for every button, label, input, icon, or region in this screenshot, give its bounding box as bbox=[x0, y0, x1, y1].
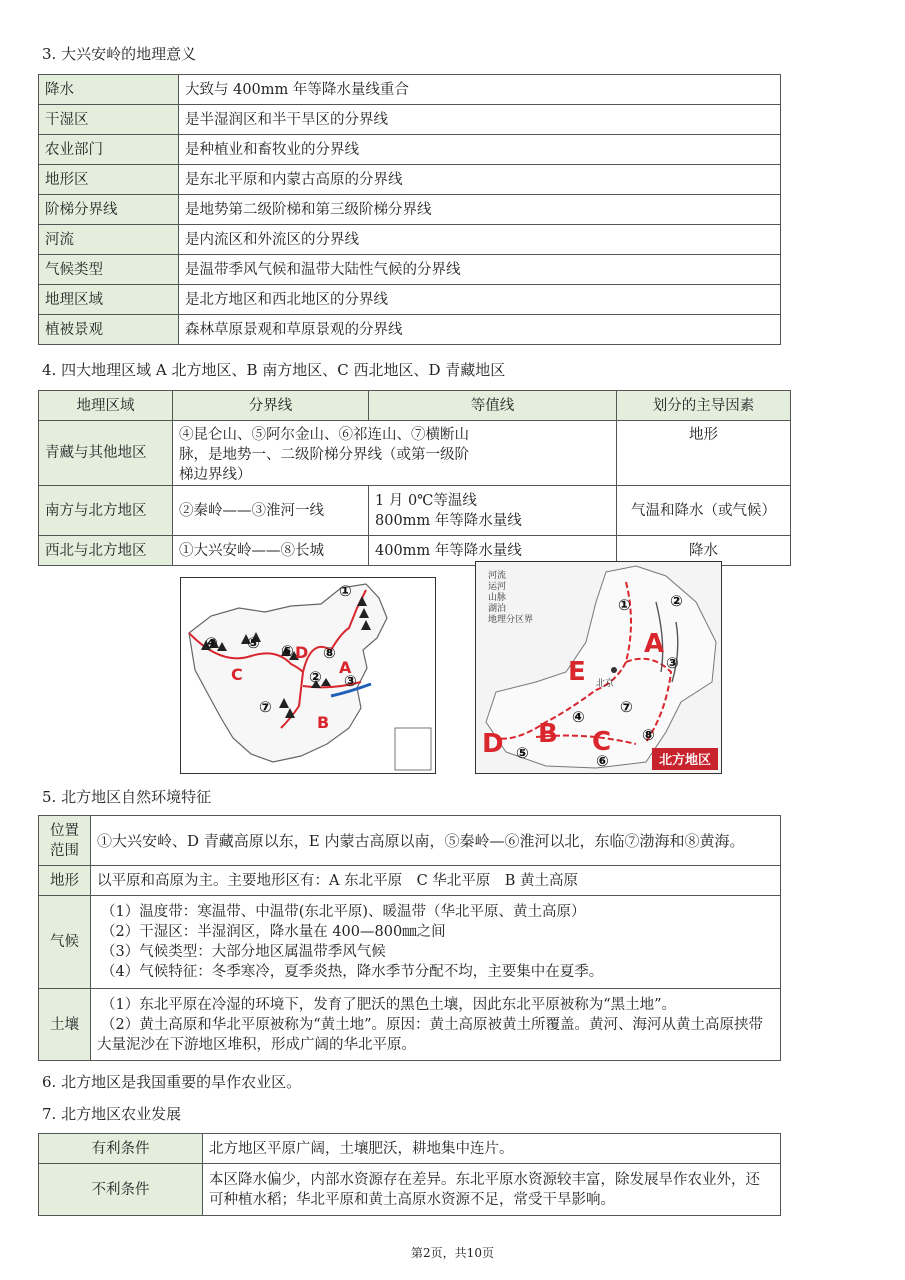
s7-favorable-value: 北方地区平原广阔，土壤肥沃，耕地集中连片。 bbox=[203, 1134, 781, 1164]
s7-unfavorable-value: 本区降水偏少，内部水资源存在差异。东北平原水资源较丰富，除发展旱作农业外，还可种植水稻；华北平原和黄土高原水资源不足，常受干旱影响。 bbox=[203, 1164, 781, 1216]
s4-row1-region: 青藏与其他地区 bbox=[39, 421, 173, 486]
s4-row2-region: 南方与北方地区 bbox=[39, 486, 173, 536]
s3-row-key: 气候类型 bbox=[39, 255, 179, 285]
s3-row-key: 地理区域 bbox=[39, 285, 179, 315]
map2-legend-boundary: 地理分区界 bbox=[488, 615, 534, 625]
map2-region-C: C bbox=[592, 727, 612, 757]
map2-region-D: D bbox=[482, 729, 504, 759]
map2-label-3: ③ bbox=[666, 654, 679, 672]
s4-row3-factor: 降水 bbox=[617, 536, 791, 566]
map1-region-B: B bbox=[317, 713, 330, 732]
s4-row3-iso: 400mm 年等降水量线 bbox=[369, 536, 617, 566]
s3-row bbox=[39, 195, 781, 225]
s3-row bbox=[39, 165, 781, 195]
s3-row-value: 是半湿润区和半干旱区的分界线 bbox=[179, 105, 781, 135]
s5-soil-line: （1）东北平原在冷湿的环境下，发育了肥沃的黑色土壤，因此东北平原被称为“黑土地”。 bbox=[101, 996, 677, 1013]
s4-row1-line: ④昆仑山、⑤阿尔金山、⑥祁连山、⑦横断山脉，是地势一、二级阶梯分界线（或第一级阶梯边界线） bbox=[173, 421, 617, 486]
map2-legend-lake: 湖泊 bbox=[488, 604, 507, 614]
section7-table bbox=[38, 1133, 781, 1216]
s3-row-value: 是北方地区和西北地区的分界线 bbox=[179, 285, 781, 315]
map2-region-A: A bbox=[644, 629, 665, 659]
s3-row-value: 是种植业和畜牧业的分界线 bbox=[179, 135, 781, 165]
s4-header-region: 地理区域 bbox=[39, 391, 173, 421]
s7-unfavorable-label: 不利条件 bbox=[39, 1164, 203, 1216]
s4-header-line: 分界线 bbox=[173, 391, 369, 421]
map1-label-7: ⑦ bbox=[259, 698, 272, 716]
s5-soil-line: （2）黄土高原和华北平原被称为“黄土地”。原因：黄土高原被黄土所覆盖。黄河、海河从黄土高原挟带大量泥沙在下游地区堆积，形成广阔的华北平原。 bbox=[97, 1016, 764, 1053]
section3-heading: 3. 大兴安岭的地理意义 bbox=[42, 45, 197, 63]
s4-row2-factor: 气温和降水（或气候） bbox=[617, 486, 791, 536]
map2-label-1: ① bbox=[618, 596, 631, 614]
s4-row3-region: 西北与北方地区 bbox=[39, 536, 173, 566]
map1-region-C: C bbox=[231, 665, 243, 684]
map1-label-3: ③ bbox=[344, 672, 357, 690]
section4-table bbox=[38, 390, 791, 566]
s5-climate-line: （4）气候特征：冬季寒冷，夏季炎热，降水季节分配不均，主要集中在夏季。 bbox=[101, 964, 604, 980]
map1-region-D: D bbox=[295, 643, 309, 662]
s5-row-position-label bbox=[39, 816, 91, 866]
map1-label-2: ② bbox=[309, 668, 322, 686]
s3-row bbox=[39, 285, 781, 315]
s3-row-value: 大致与 400mm 年等降水量线重合 bbox=[179, 75, 781, 105]
s3-row-key: 降水 bbox=[39, 75, 179, 105]
s7-favorable-label: 有利条件 bbox=[39, 1134, 203, 1164]
map2-region-E: E bbox=[568, 657, 586, 687]
map2-label-5: ⑤ bbox=[516, 744, 529, 762]
s3-row-value: 是温带季风气候和温带大陆性气候的分界线 bbox=[179, 255, 781, 285]
north-region-map-svg bbox=[476, 562, 721, 773]
section7-heading: 7. 北方地区农业发展 bbox=[42, 1105, 182, 1123]
map2-legend-river: 河流 bbox=[488, 571, 507, 581]
s3-row bbox=[39, 225, 781, 255]
s4-row2-iso bbox=[369, 486, 617, 536]
s3-row bbox=[39, 315, 781, 345]
s4-row2-iso2: 800mm 年等降水量线 bbox=[375, 512, 522, 529]
map1-region-A: A bbox=[339, 658, 352, 677]
section5-heading: 5. 北方地区自然环境特征 bbox=[42, 788, 212, 806]
s5-position-label-1: 位置 bbox=[50, 822, 79, 839]
s3-row bbox=[39, 75, 781, 105]
s5-row-climate-label: 气候 bbox=[39, 896, 91, 989]
north-region-map bbox=[475, 561, 722, 774]
map2-badge: 北方地区 bbox=[658, 753, 712, 768]
map1-label-5: ⑤ bbox=[247, 634, 260, 652]
section6-text: 6. 北方地区是我国重要的旱作农业区。 bbox=[42, 1073, 302, 1091]
s3-row-value: 是内流区和外流区的分界线 bbox=[179, 225, 781, 255]
s4-header-iso: 等值线 bbox=[369, 391, 617, 421]
map2-region-B: B bbox=[538, 719, 558, 749]
section3-table bbox=[38, 74, 781, 345]
s5-row-position-value: ①大兴安岭、D 青藏高原以东，E 内蒙古高原以南，⑤秦岭—⑥淮河以北，东临⑦渤海和⑧黄海。 bbox=[91, 816, 781, 866]
s4-row1-factor: 地形 bbox=[617, 421, 791, 486]
s3-row bbox=[39, 255, 781, 285]
s4-row2-line: ②秦岭——③淮河一线 bbox=[173, 486, 369, 536]
s5-row-soil-label: 土壤 bbox=[39, 989, 91, 1061]
map2-legend-mountain: 山脉 bbox=[488, 593, 507, 603]
s3-row-value: 是地势第二级阶梯和第三级阶梯分界线 bbox=[179, 195, 781, 225]
map2-label-7: ⑦ bbox=[620, 698, 633, 716]
map1-label-6: ⑥ bbox=[281, 642, 294, 660]
s4-row2-iso1: 1 月 0℃等温线 bbox=[375, 492, 477, 509]
s3-row-value: 是东北平原和内蒙古高原的分界线 bbox=[179, 165, 781, 195]
s5-climate-line: （1）温度带：寒温带、中温带(东北平原)、暖温带（华北平原、黄土高原） bbox=[101, 904, 586, 920]
section4-heading: 4. 四大地理区域 A 北方地区、B 南方地区、C 西北地区、D 青藏地区 bbox=[42, 361, 506, 379]
map2-label-2: ② bbox=[670, 592, 683, 610]
map1-label-1: ① bbox=[339, 582, 352, 600]
map1-label-4: ④ bbox=[205, 634, 218, 652]
s5-position-label-2: 范围 bbox=[50, 842, 79, 859]
s3-row-key: 河流 bbox=[39, 225, 179, 255]
s5-row-terrain-value: 以平原和高原为主。主要地形区有：A 东北平原 C 华北平原 B 黄土高原 bbox=[91, 866, 781, 896]
china-regions-map bbox=[180, 577, 436, 774]
s5-climate-line: （2）干湿区：半湿润区，降水量在 400—800㎜之间 bbox=[101, 924, 446, 940]
s3-row-key: 干湿区 bbox=[39, 105, 179, 135]
china-regions-map-svg bbox=[181, 578, 435, 773]
map2-label-6: ⑥ bbox=[596, 752, 609, 770]
s3-row bbox=[39, 105, 781, 135]
map2-label-8: ⑧ bbox=[642, 726, 655, 744]
map1-label-8: ⑧ bbox=[323, 644, 336, 662]
s3-row bbox=[39, 135, 781, 165]
map2-city-beijing: 北京 bbox=[596, 679, 615, 689]
s3-row-key: 农业部门 bbox=[39, 135, 179, 165]
s4-header-factor: 划分的主导因素 bbox=[617, 391, 791, 421]
s5-row-terrain-label: 地形 bbox=[39, 866, 91, 896]
s5-climate-line: （3）气候类型：大部分地区属温带季风气候 bbox=[101, 944, 386, 960]
section5-table bbox=[38, 815, 781, 1061]
s3-row-key: 阶梯分界线 bbox=[39, 195, 179, 225]
s5-row-soil-value bbox=[91, 989, 781, 1061]
s3-row-key: 植被景观 bbox=[39, 315, 179, 345]
page-footer: 第2页，共10页 bbox=[411, 1246, 494, 1260]
s4-row3-line: ①大兴安岭——⑧长城 bbox=[173, 536, 369, 566]
map2-legend-canal: 运河 bbox=[488, 582, 507, 592]
s3-row-key: 地形区 bbox=[39, 165, 179, 195]
s5-row-climate-value bbox=[91, 896, 781, 989]
map2-label-4: ④ bbox=[572, 708, 585, 726]
s3-row-value: 森林草原景观和草原景观的分界线 bbox=[179, 315, 781, 345]
